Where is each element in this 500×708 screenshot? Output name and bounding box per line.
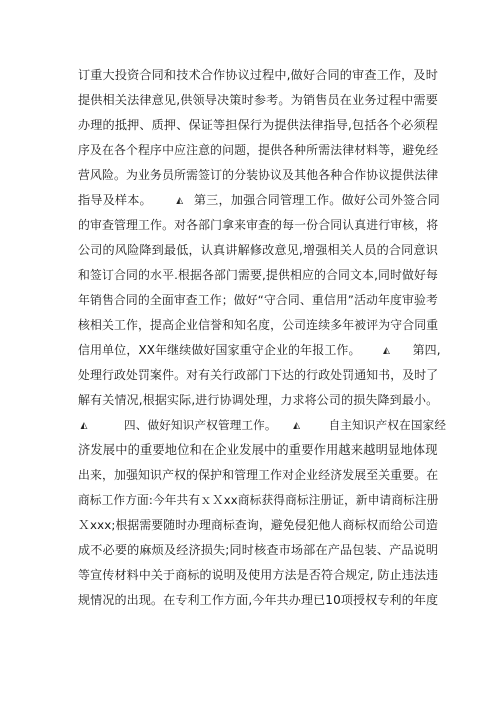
text-line: 等宣传材料中关于商标的说明及使用方法是否符合规定, 防止违法违 (78, 568, 439, 582)
text-line: 核相关工作，提高企业信誉和知名度，公司连续多年被评为守合同重 (78, 318, 439, 332)
text-segment: 指导及样本。 (78, 193, 152, 207)
paragraph-mark-icon: ◭ (80, 420, 88, 431)
text-segment: 第三，加强合同管理工作。做好公司外签合同 (193, 193, 440, 207)
text-line: 规情况的出现。在专利工作方面,今年共办理已10项授权专利的年度 (78, 593, 439, 607)
text-line: 济发展中的重要地位和在企业发展中的重要作用越来越明显地体现 (78, 443, 438, 457)
text-line (78, 339, 441, 361)
text-line: 年销售合同的全面审查工作；做好“守合同、重信用”活动年度审验考 (78, 293, 438, 307)
text-segment: 第四, (412, 343, 441, 357)
text-segment: 四、做好知识产权管理工作。 (124, 418, 277, 432)
text-line (78, 189, 438, 211)
text-line: 和签订合同的水平.根据各部门需要,提供相应的合同文本,同时做好每 (78, 268, 439, 282)
text-line: Ｘxxx;根据需要随时办理商标查询，避免侵犯他人商标权而给公司造 (78, 518, 439, 532)
text-line: 商标工作方面:今年共有ｘＸxx商标获得商标注册证，新申请商标注册 (78, 493, 439, 507)
paragraph-mark-icon: ◭ (293, 420, 301, 431)
paragraph-mark-icon: ◭ (176, 195, 184, 206)
text-line: 处理行政处罚案件。对有关行政部门下达的行政处罚通知书，及时了 (78, 368, 439, 382)
text-line: 的审查管理工作。对各部门拿来审查的每一份合同认真进行审核，将 (78, 218, 439, 232)
text-segment: 自主知识产权在国家经 (328, 418, 447, 432)
text-line: 成不必要的麻烦及经济损失;同时核查市场部在产品包装、产品说明 (78, 543, 439, 557)
text-segment: 信用单位，XX年继续做好国家重守企业的年报工作。 (78, 343, 361, 357)
paragraph-mark-icon: ◭ (383, 345, 391, 356)
text-line: 提供相关法律意见,供领导决策时参考。为销售员在业务过程中需要 (78, 93, 438, 107)
text-line: 办理的抵押、质押、保证等担保行为提供法律指导,包括各个必须程 (78, 118, 438, 132)
text-line: 出来，加强知识产权的保护和管理工作对企业经济发展至关重要。在 (78, 468, 439, 482)
text-line: 公司的风险降到最低，认真讲解修改意见,增强相关人员的合同意识 (78, 243, 438, 257)
text-line: 订重大投资合同和技术合作协议过程中,做好合同的审查工作，及时 (78, 68, 438, 82)
text-line: 营风险。为业务员所需签订的分装协议及其他各种合作协议提供法律 (78, 168, 439, 182)
text-line: 解有关情况,根据实际,进行协调处理，力求将公司的损失降到最小。 (78, 393, 439, 407)
text-line (78, 414, 447, 436)
text-line: 序及在各个程序中应注意的问题，提供各种所需法律材料等，避免经 (78, 143, 439, 157)
